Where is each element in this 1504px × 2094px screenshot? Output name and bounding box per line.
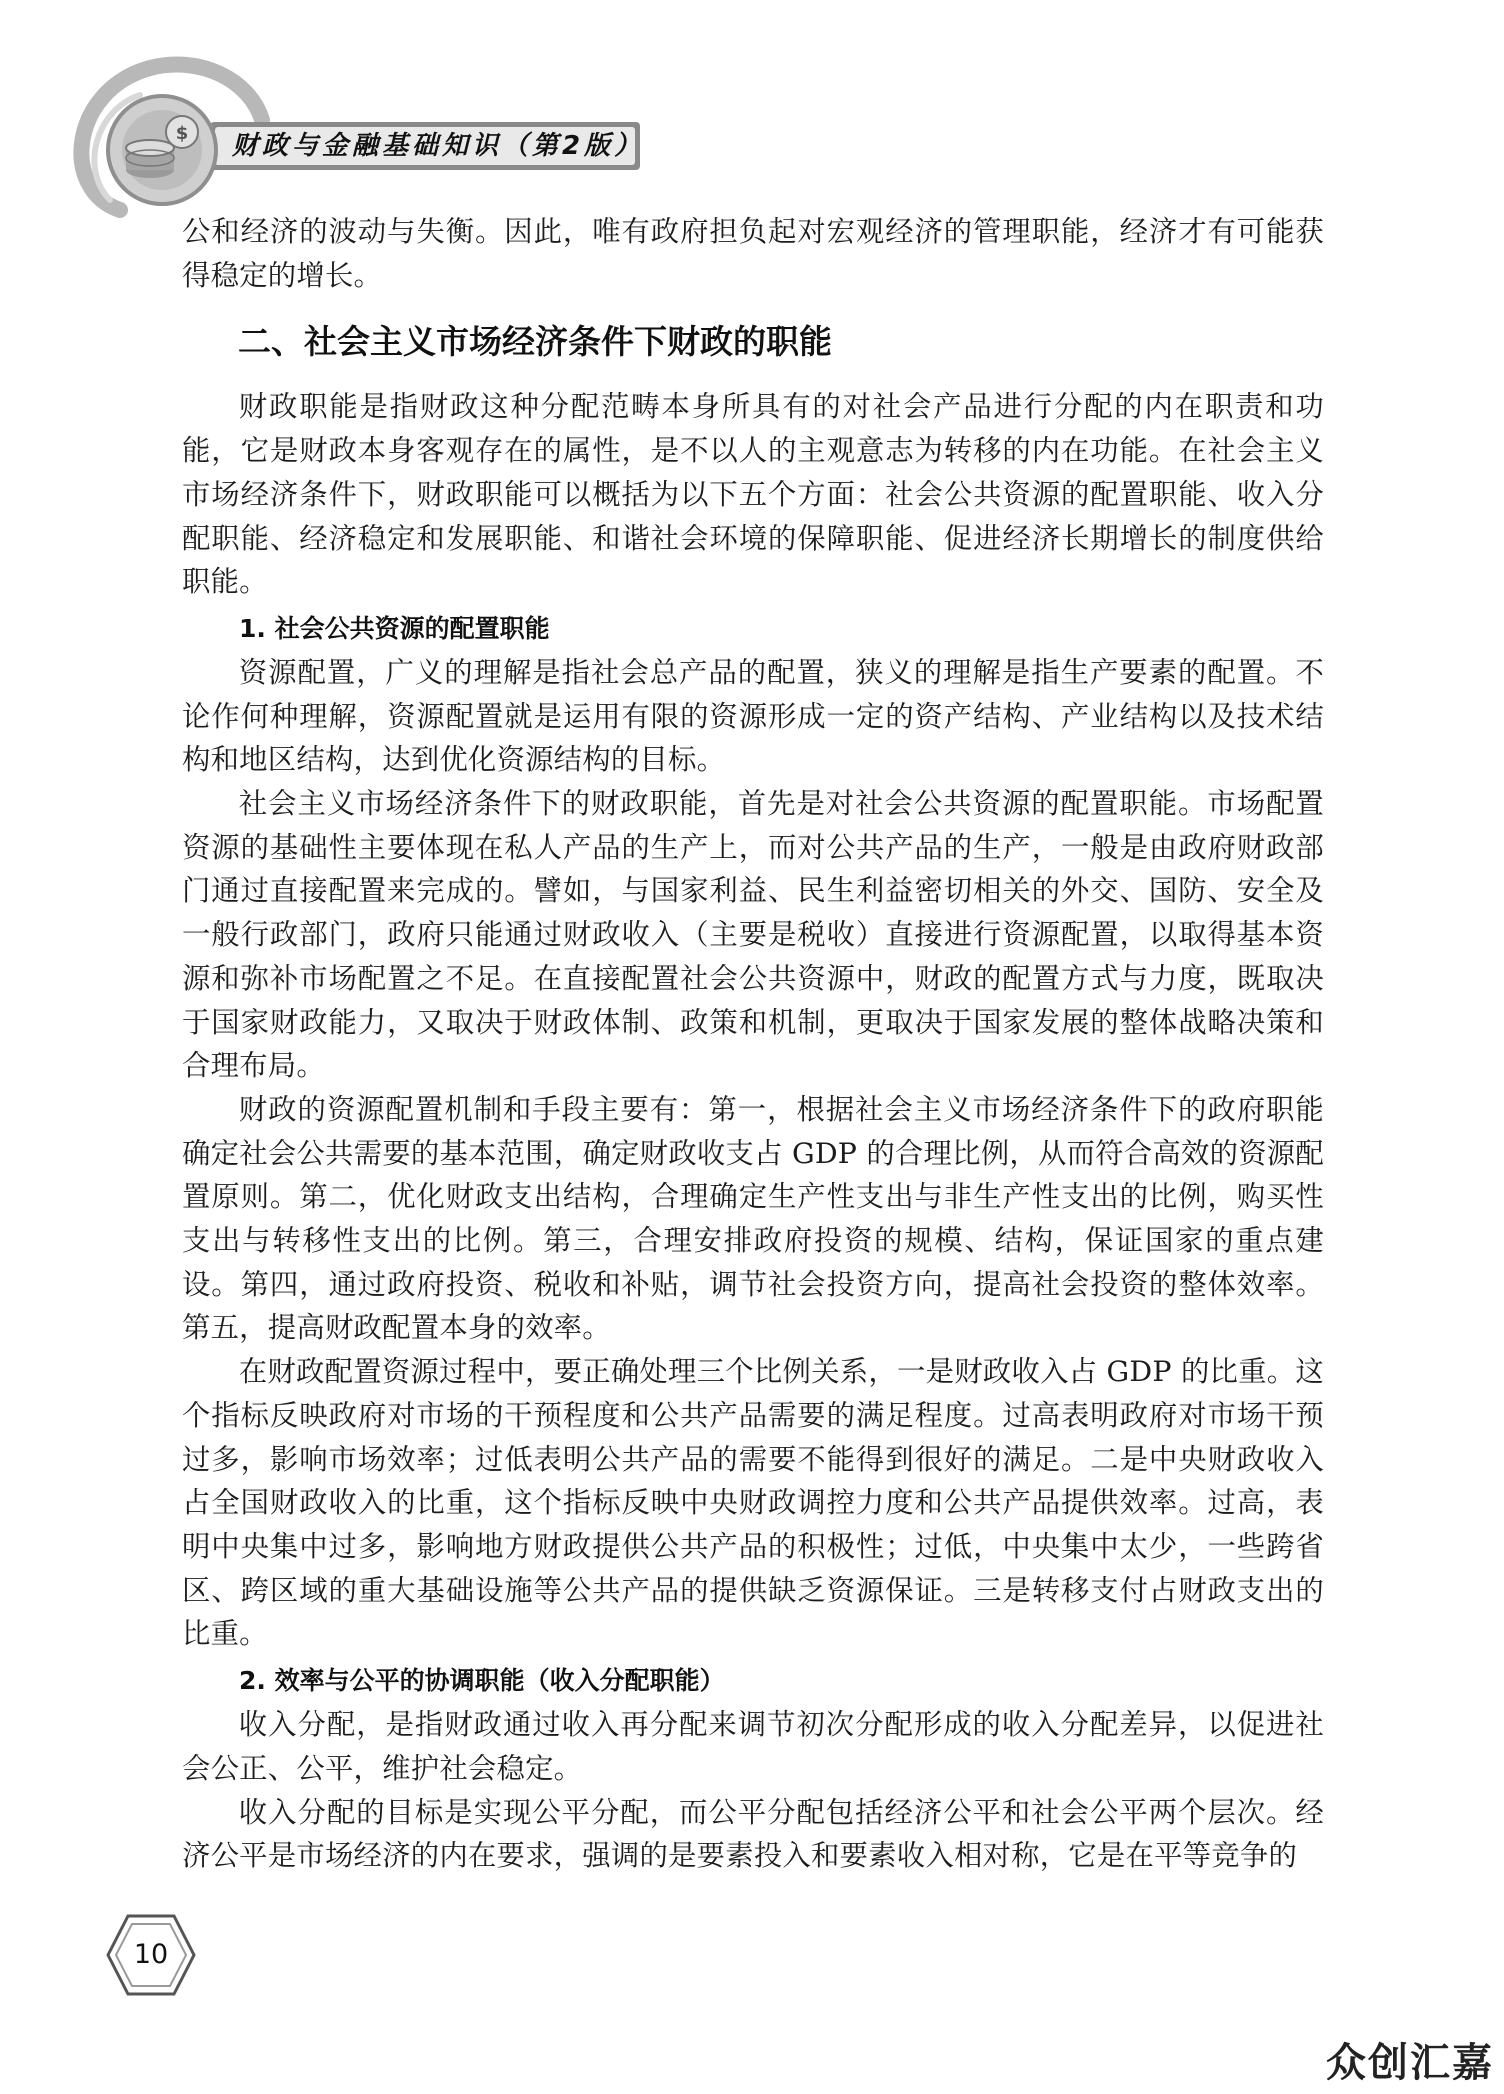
paragraph: 收入分配，是指财政通过收入再分配来调节初次分配形成的收入分配差异，以促进社会公正、公平，维护社会稳定。 (182, 1708, 1324, 1785)
intro-paragraph: 财政职能是指财政这种分配范畴本身所具有的对社会产品进行分配的内在职责和功能，它是财政本身客观存在的属性，是不以人的主观意志为转移的内在功能。在社会主义市场经济条件下，财政职能可以概括为以下五个方面：社会公共资源的配置职能、收入分配职能、经济稳定和发展职能、和谐社会环境的保障职能、促进经济长期增长的制度供给职能。 (182, 390, 1324, 599)
subsection-heading-2: 2. 效率与公平的协调职能（收入分配职能） (239, 1666, 725, 1696)
page-number: 10 (133, 1939, 169, 1970)
subsection-heading-1: 1. 社会公共资源的配置职能 (239, 613, 550, 643)
paragraph: 收入分配的目标是实现公平分配，而公平分配包括经济公平和社会公平两个层次。经济公平是市场经济的内在要求，强调的是要素投入和要素收入相对称，它是在平等竞争的 (182, 1795, 1324, 1873)
svg-text:$: $ (175, 123, 189, 144)
page-content (182, 210, 1324, 1878)
page-number-badge (106, 1912, 196, 1998)
paragraph: 在财政配置资源过程中，要正确处理三个比例关系，一是财政收入占 GDP 的比重。这个指标反映政府对市场的干预程度和公共产品需要的满足程度。过高表明政府对市场干预过多，影响市场效率；过低表明公共产品的需要不能得到很好的满足。二是中央财政收入占全国财政收入的比重，这个指标反映中央财政调控力度和公共产品提供效率。过高，表明中央集中过多，影响地方财政提供公共产品的积极性；过低，中央集中太少，一些跨省区、跨区域的重大基础设施等公共产品的提供缺乏资源保证。三是转移支付占财政支出的比重。 (182, 1355, 1325, 1651)
paragraph: 财政的资源配置机制和手段主要有：第一，根据社会主义市场经济条件下的政府职能确定社会公共需要的基本范围，确定财政收支占 GDP 的合理比例，从而符合高效的资源配置原则。第二，优化财政支出结构，合理确定生产性支出与非生产性支出的比例，购买性支出与转移性支出的比例。第三，合理安排政府投资的规模、结构，保证国家的重点建设。第四，通过政府投资、税收和补贴，调节社会投资方向，提高社会投资的整体效率。第五，提高财政配置本身的效率。 (182, 1092, 1324, 1345)
watermark: 众创汇嘉 (1326, 2040, 1494, 2086)
paragraph: 资源配置，广义的理解是指社会总产品的配置，狭义的理解是指生产要素的配置。不论作何种理解，资源配置就是运用有限的资源形成一定的资产结构、产业结构以及技术结构和地区结构，达到优化资源结构的目标。 (182, 655, 1324, 777)
book-title: 财政与金融基础知识（第2版） (232, 131, 645, 161)
header-decoration (0, 0, 700, 230)
coin-stack-icon (108, 96, 216, 204)
page-header (0, 0, 1504, 230)
section-heading: 二、社会主义市场经济条件下财政的职能 (238, 322, 832, 362)
paragraph: 社会主义市场经济条件下的财政职能，首先是对社会公共资源的配置职能。市场配置资源的基础性主要体现在私人产品的生产上，而对公共产品的生产，一般是由政府财政部门通过直接配置来完成的。譬如，与国家利益、民生利益密切相关的外交、国防、安全及一般行政部门，政府只能通过财政收入（主要是税收）直接进行资源配置，以取得基本资源和弥补市场配置之不足。在直接配置社会公共资源中，财政的配置方式与力度，既取决于国家财政能力，又取决于财政体制、政策和机制，更取决于国家发展的整体战略决策和合理布局。 (182, 787, 1324, 1083)
continuation-paragraph: 公和经济的波动与失衡。因此，唯有政府担负起对宏观经济的管理职能，经济才有可能获得稳定的增长。 (182, 215, 1324, 292)
